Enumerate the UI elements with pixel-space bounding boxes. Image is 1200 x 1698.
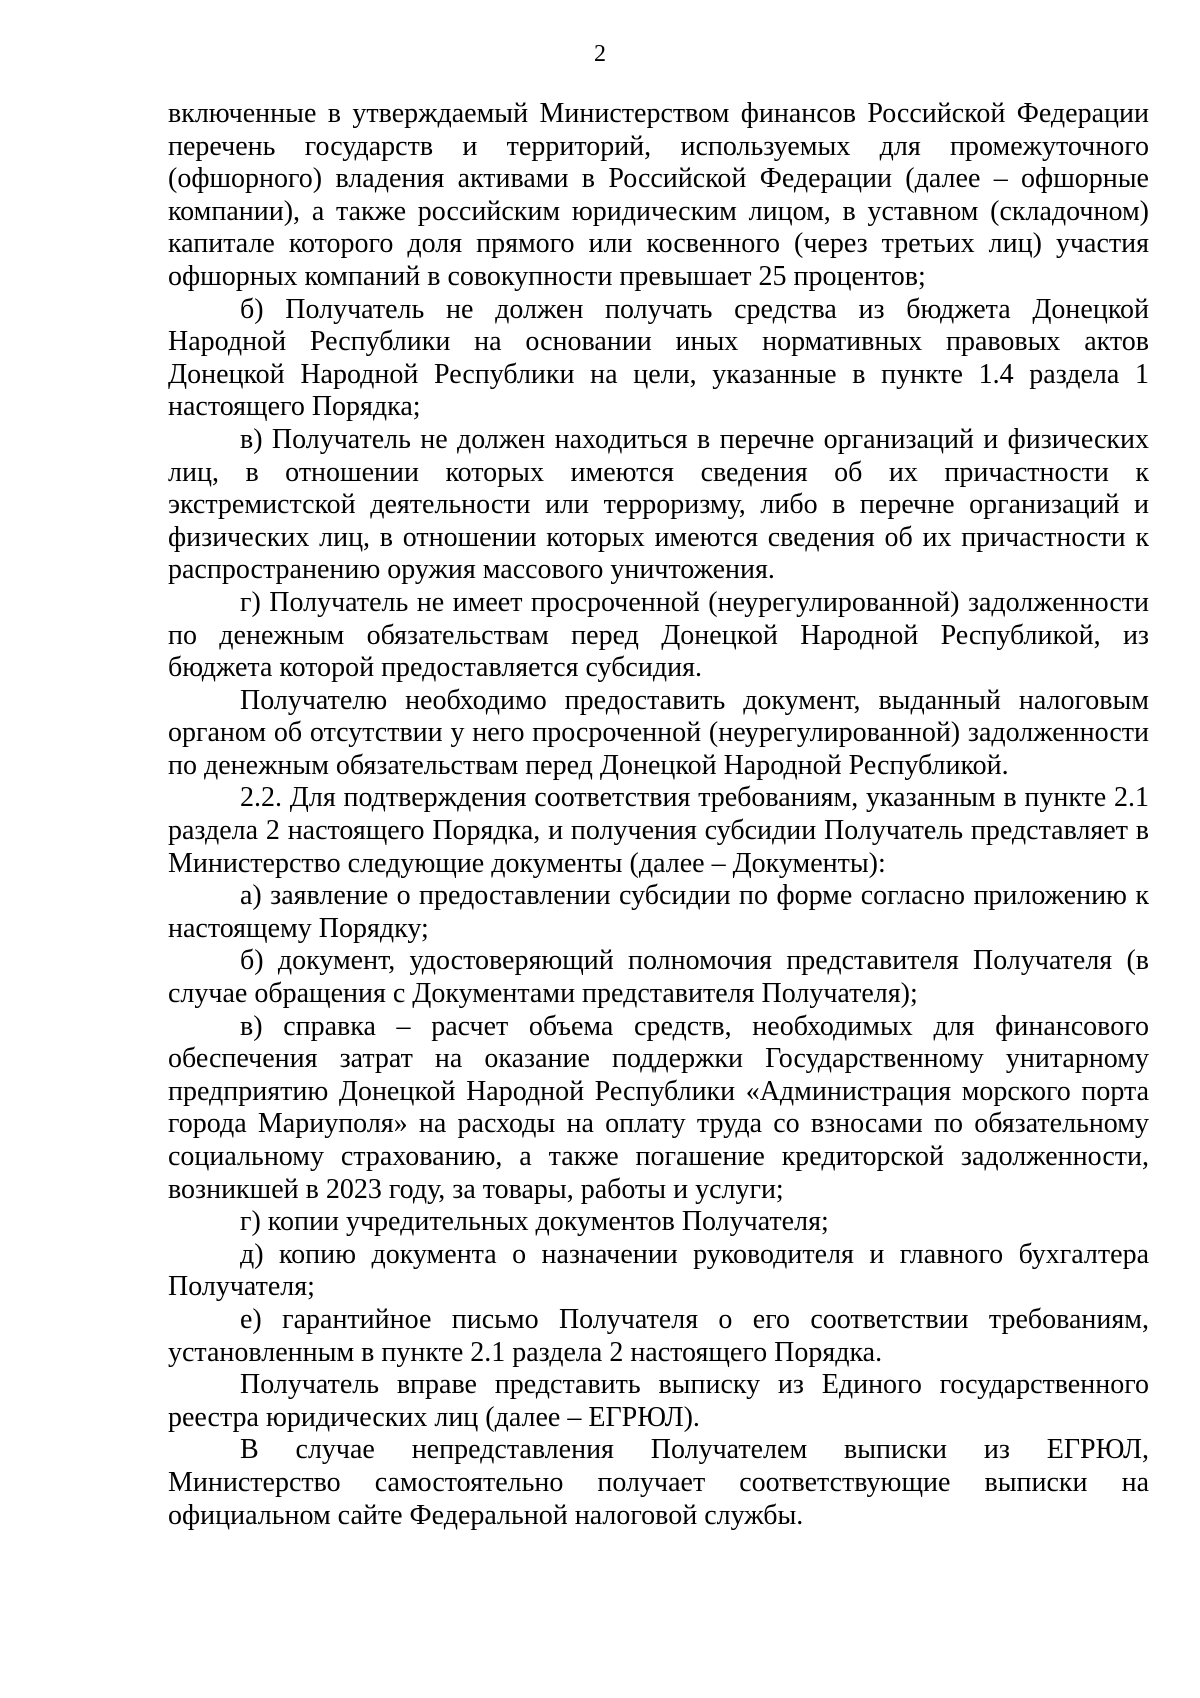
paragraph-offshore-continuation: включенные в утверждаемый Министерством финансов Российской Федерации перечень государств и территорий, используемых для промежуточного (офшорного) владения активами в Российской Федерации (далее – офшорные компании), а также российским юридическим лицом, в уставном (складочном) капитале которого доля прямого или косвенного (через третьих лиц) участия офшорных компаний в совокупности превышает 25 процентов; — [168, 98, 1149, 292]
paragraph-item-b-budget: б) Получатель не должен получать средства из бюджета Донецкой Народной Республики на основании иных нормативных правовых актов Донецкой Народной Республики на цели, указанные в пункте 1.4 раздела 1 настоящего Порядка; — [168, 293, 1149, 423]
paragraph-item-g-debt: г) Получатель не имеет просроченной (неурегулированной) задолженности по денежным обязательствам перед Донецкой Народной Республикой, из бюджета которой предоставляется субсидия. — [168, 586, 1149, 684]
list-item-a-application: а) заявление о предоставлении субсидии по форме согласно приложению к настоящему Порядку; — [168, 880, 1149, 944]
paragraph-egrul-extract: Получатель вправе представить выписку из Единого государственного реестра юридических лиц (далее – ЕГРЮЛ). — [168, 1369, 1149, 1433]
paragraph-section-2-2: 2.2. Для подтверждения соответствия требованиям, указанным в пункте 2.1 раздела 2 настоящего Порядка, и получения субсидии Получатель представляет в Министерство следующие документы (далее – Документы): — [168, 782, 1149, 879]
list-item-g-charter: г) копии учредительных документов Получателя; — [240, 1206, 829, 1238]
list-item-v-calculation: в) справка – расчет объема средств, необходимых для финансового обеспечения затрат на оказание поддержки Государственному унитарному предприятию Донецкой Народной Республики «Администрация морского порта города Мариуполя» на расходы на оплату труда со взносами по обязательному социальному страхованию, а также погашение кредиторской задолженности, возникшей в 2023 году, за товары, работы и услуги; — [168, 1010, 1149, 1205]
list-item-b-authority: б) документ, удостоверяющий полномочия представителя Получателя (в случае обращения с Документами представителя Получателя); — [168, 945, 1149, 1010]
paragraph-item-v-extremism: в) Получатель не должен находиться в перечне организаций и физических лиц, в отношении которых имеются сведения об их причастности к экстремистской деятельности или терроризму, либо в перечне организаций и физических лиц, в отношении которых имеются сведения об их причастности к распространению оружия массового уничтожения. — [168, 423, 1149, 586]
list-item-e-guarantee: е) гарантийное письмо Получателя о его соответствии требованиям, установленным в пункте 2.1 раздела 2 настоящего Порядка. — [168, 1303, 1149, 1368]
list-item-d-appointment: д) копию документа о назначении руководителя и главного бухгалтера Получателя; — [168, 1238, 1149, 1303]
paragraph-tax-document: Получателю необходимо предоставить документ, выданный налоговым органом об отсутствии у него просроченной (неурегулированной) задолженности по денежным обязательствам перед Донецкой Народной Республикой. — [168, 684, 1149, 781]
document-body — [168, 98, 1149, 1532]
page-number: 2 — [594, 41, 606, 67]
paragraph-egrul-ministry: В случае непредставления Получателем выписки из ЕГРЮЛ, Министерство самостоятельно получает соответствующие выписки на официальном сайте Федеральной налоговой службы. — [168, 1434, 1149, 1531]
